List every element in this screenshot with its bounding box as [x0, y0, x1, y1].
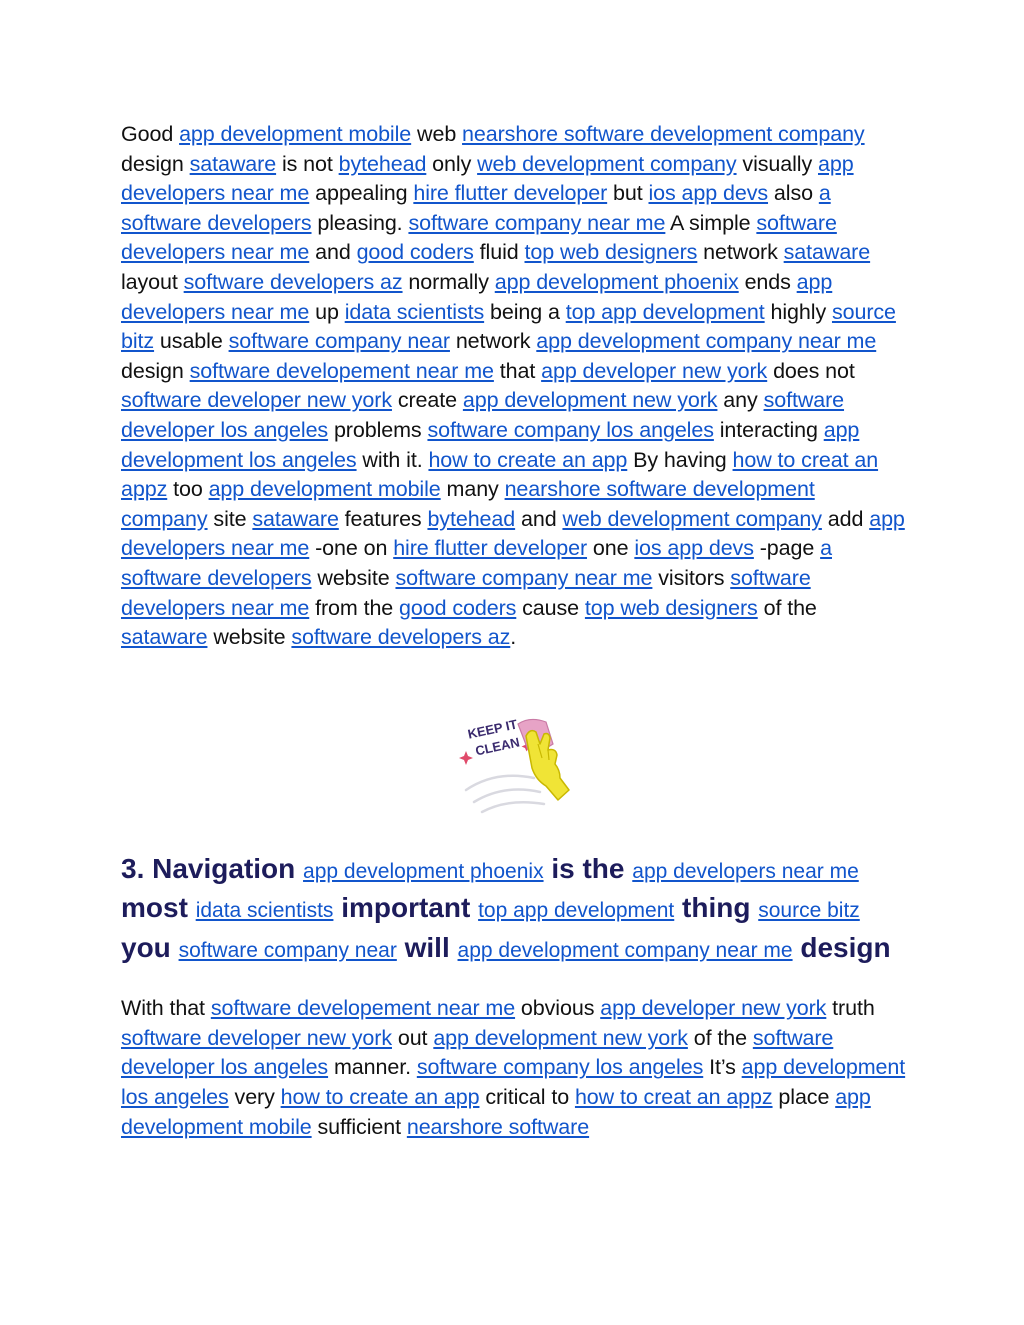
inline-link[interactable]: top app development [565, 299, 765, 324]
keep-it-clean-illustration [456, 698, 578, 818]
inline-link[interactable]: software company near [228, 329, 450, 354]
text-run: being a [484, 299, 566, 324]
heading-text-run: will [396, 931, 458, 963]
inline-link[interactable]: software developers az [291, 625, 511, 650]
inline-link[interactable]: app development los angeles [121, 1055, 906, 1109]
inline-link[interactable]: top app development [478, 899, 675, 923]
inline-link[interactable]: software company los angeles [427, 417, 714, 442]
inline-link[interactable]: sataware [189, 151, 277, 176]
text-run: layout [121, 269, 184, 294]
text-run: from the [309, 595, 400, 620]
text-run: pleasing. [311, 210, 409, 235]
text-run: interacting [713, 417, 824, 442]
inline-link[interactable]: top web designers [584, 595, 758, 620]
text-run: manner. [328, 1055, 417, 1080]
inline-link[interactable]: idata scientists [195, 899, 334, 923]
document-page [121, 120, 906, 1142]
inline-link[interactable]: software company near me [395, 565, 653, 590]
text-run: web [411, 122, 463, 146]
heading-text-run: most [121, 892, 196, 924]
inline-link[interactable]: software developers near me [121, 210, 837, 265]
inline-link[interactable]: ios app devs [634, 536, 754, 561]
text-run: -page [753, 536, 821, 561]
text-run: usable [154, 329, 229, 354]
text-run: design [121, 151, 190, 176]
inline-link[interactable]: software developer los angeles [121, 1025, 834, 1080]
inline-link[interactable]: sataware [783, 240, 871, 265]
text-run: website [207, 625, 292, 650]
inline-link[interactable]: web development company [562, 506, 822, 531]
text-run: place [772, 1084, 836, 1109]
heading-text-run: is the [543, 852, 633, 884]
text-run: many [440, 477, 505, 502]
heading-text-run: you [121, 931, 179, 963]
text-run: highly [764, 299, 832, 324]
inline-link[interactable]: top web designers [524, 240, 698, 265]
inline-link[interactable]: sataware [121, 625, 208, 650]
inline-link[interactable]: app developers near me [121, 151, 854, 206]
text-run: design [121, 358, 190, 383]
inline-link[interactable]: how to creat an appz [121, 447, 879, 502]
inline-link[interactable]: nearshore software development company [462, 122, 865, 146]
inline-link[interactable]: web development company [477, 151, 737, 176]
inline-link[interactable]: software developement near me [210, 996, 516, 1021]
text-run: does not [767, 358, 855, 383]
inline-link[interactable]: nearshore software [406, 1114, 590, 1139]
label-line-1: KEEP IT [466, 716, 519, 742]
text-run: of the [757, 595, 817, 620]
text-run: It’s [703, 1055, 742, 1080]
text-run: that [493, 358, 542, 383]
section-heading [121, 851, 906, 970]
inline-link[interactable]: hire flutter developer [393, 536, 588, 561]
inline-link[interactable]: idata scientists [344, 299, 485, 324]
body-paragraph-1 [121, 120, 906, 653]
text-run: problems [328, 417, 428, 442]
inline-link[interactable]: bytehead [338, 151, 427, 176]
inline-link[interactable]: hire flutter developer [413, 181, 608, 206]
keep-it-clean-label [466, 716, 522, 759]
text-run: normally [402, 269, 495, 294]
text-run: -one on [309, 536, 394, 561]
text-run: truth [826, 996, 875, 1021]
text-run: Good [121, 122, 180, 146]
inline-link[interactable]: app developers near me [121, 506, 905, 561]
text-run: obvious [515, 996, 601, 1021]
text-run: create [391, 388, 463, 413]
text-run: one [587, 536, 635, 561]
inline-link[interactable]: app development phoenix [494, 269, 739, 294]
text-run: up [309, 299, 345, 324]
heading-text-run: design [792, 931, 891, 963]
inline-link[interactable]: app development new york [462, 388, 718, 413]
text-run: cause [516, 595, 585, 620]
swoosh-lines [466, 775, 544, 811]
inline-link[interactable]: software developers near me [121, 565, 811, 620]
inline-link[interactable]: software company near me [408, 210, 666, 235]
inline-link[interactable]: app developer new york [541, 358, 768, 383]
label-line-2: CLEAN [473, 734, 521, 759]
illustration-block [121, 698, 906, 818]
heading-text-run: 3. Navigation [121, 852, 304, 884]
text-run: is not [276, 151, 339, 176]
inline-link[interactable]: app developers near me [121, 269, 833, 324]
text-run: with it. [356, 447, 429, 472]
text-run: By having [627, 447, 733, 472]
text-run: website [311, 565, 396, 590]
inline-link[interactable]: app development mobile [121, 1084, 871, 1139]
text-run: appealing [309, 181, 414, 206]
text-run: too [167, 477, 209, 502]
inline-link[interactable]: app development mobile [179, 122, 412, 146]
inline-link[interactable]: software developement near me [189, 358, 494, 383]
inline-link[interactable]: software developer los angeles [121, 388, 845, 442]
inline-link[interactable]: software company near [178, 938, 397, 962]
inline-link[interactable]: app development company near me [457, 938, 793, 962]
heading-text-run: thing [674, 892, 759, 924]
inline-link[interactable]: app development phoenix [303, 859, 544, 883]
inline-link[interactable]: sataware [252, 506, 339, 531]
text-run: and [515, 506, 563, 531]
inline-link[interactable]: software company los angeles [416, 1055, 704, 1080]
inline-link[interactable]: source bitz [758, 899, 860, 923]
inline-link[interactable]: how to create an app [280, 1084, 480, 1109]
text-run: features [338, 506, 428, 531]
text-run: ends [738, 269, 797, 294]
text-run: network [697, 240, 784, 265]
text-run: fluid [473, 240, 525, 265]
inline-link[interactable]: app development mobile [208, 477, 441, 502]
inline-link[interactable]: app development new york [433, 1025, 688, 1050]
inline-link[interactable]: software developer new york [121, 388, 392, 413]
text-run: critical to [479, 1084, 575, 1109]
text-run: very [228, 1084, 281, 1109]
text-run: site [207, 506, 253, 531]
inline-link[interactable]: source bitz [121, 299, 896, 354]
inline-link[interactable]: app development los angeles [121, 417, 860, 472]
text-run: also [768, 181, 819, 206]
text-run: sufficient [311, 1114, 407, 1139]
inline-link[interactable]: a software developers [121, 536, 832, 590]
inline-link[interactable]: how to creat an appz [574, 1084, 773, 1109]
inline-link[interactable]: a software developers [121, 181, 831, 235]
inline-link[interactable]: app development company near me [536, 329, 877, 354]
text-run: network [449, 329, 537, 354]
text-run: and [309, 240, 357, 265]
heading-text-run: important [333, 892, 479, 924]
inline-link[interactable]: software developers az [183, 269, 403, 294]
inline-link[interactable]: app developer new york [600, 996, 827, 1021]
text-run: visitors [652, 565, 731, 590]
text-run: visually [736, 151, 818, 176]
text-run: With that [121, 996, 211, 1021]
text-run: of the [687, 1025, 753, 1050]
inline-link[interactable]: ios app devs [648, 181, 769, 206]
text-run: add [821, 506, 870, 531]
inline-link[interactable]: good coders [399, 595, 517, 620]
inline-link[interactable]: nearshore software development company [121, 477, 815, 531]
text-run: any [717, 388, 764, 413]
inline-link[interactable]: software developer new york [121, 1025, 392, 1050]
body-paragraph-2 [121, 994, 906, 1142]
text-run: A simple [665, 210, 757, 235]
text-run: only [426, 151, 478, 176]
inline-link[interactable]: bytehead [427, 506, 516, 531]
inline-link[interactable]: how to create an app [428, 447, 628, 472]
inline-link[interactable]: app developers near me [632, 859, 859, 883]
inline-link[interactable]: good coders [356, 240, 474, 265]
text-run: . [510, 625, 517, 650]
text-run: but [607, 181, 649, 206]
text-run: out [391, 1025, 434, 1050]
